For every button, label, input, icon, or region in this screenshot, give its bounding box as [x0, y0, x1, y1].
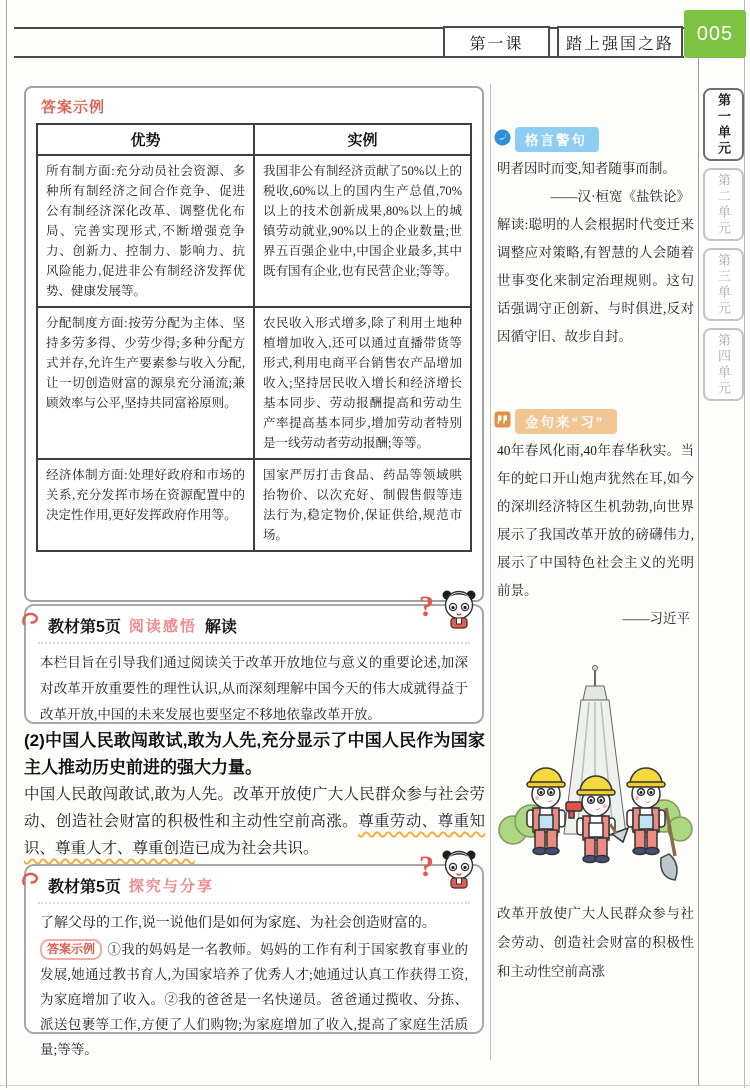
header-lesson: 第一课 [443, 26, 550, 58]
golden-quote-text: 40年春风化雨,40年春华秋实。当年的蛇口开山炮声犹然在耳,如今的深圳经济特区生机勃勃,向世界展示了我国改革开放的磅礴伟力,展示了中国特色社会主义的光明前景。 [497, 443, 694, 598]
point-2-body-end: 已成为社会共识。 [194, 840, 319, 857]
workers-illustration [496, 660, 694, 894]
maxim-interpretation: 解读:聪明的人会根据时代变迁来调整应对策略,有智慧的人会随着世事变化来制定治理规则。这句话强调守正创新、与时俱进,反对因循守旧、故步自封。 [497, 217, 694, 344]
cell-ownership-example: 我国非公有制经济贡献了50%以上的税收,60%以上的国内生产总值,70%以上的技术创新成果,80%以上的城镇劳动就业,90%以上的企业数量;世界五百强企业中,中国企业最多,其中既有国有企业,也有民营企业;等等。 [254, 155, 471, 307]
tab-unit-2: 第二单元 [703, 168, 744, 241]
page-right-edge [744, 0, 745, 1088]
reading-insight-header [38, 611, 470, 644]
column-header-example: 实例 [254, 124, 471, 155]
answer-example-box [24, 86, 484, 602]
reading-insight-tag: 阅读感悟 [128, 618, 197, 635]
cell-ownership-advantage: 所有制方面:充分动员社会资源、多种所有制经济之间合作竞争、促进公有制经济深化改革、调整优化布局、完善实现形式,不断增强竞争力、创新力、控制力、影响力、抗风险能力,促进非公有制经济发挥优势、健康发展等。 [37, 155, 254, 307]
explore-share-box [24, 850, 484, 1057]
maxim-source: ——汉·桓宽《盐铁论》 [550, 189, 690, 204]
curl-icon [20, 608, 40, 633]
interpretation-label: 解读 [204, 619, 237, 636]
explore-share-answer [38, 936, 470, 1062]
maxim-badge-icon [494, 129, 511, 151]
explore-share-header [38, 871, 470, 904]
illustration-caption: 改革开放使广大人民群众参与社会劳动、创造社会财富的积极性和主动性空前高涨 [497, 906, 694, 979]
column-header-advantage: 优势 [37, 124, 254, 155]
textbook-page-ref: 教材第5页 [48, 879, 121, 896]
point-2-body [24, 781, 485, 862]
column-divider [490, 84, 491, 1060]
table-row [37, 307, 471, 459]
tab-unit-1: 第一单元 [703, 88, 744, 161]
question-mark-decoration: ? [419, 590, 434, 623]
explore-share-prompt: 了解父母的工作,说一说他们是如何为家庭、为社会创造财富的。 [40, 914, 436, 930]
table-row [37, 459, 471, 551]
table-header-row [37, 124, 471, 155]
golden-quote-section [497, 437, 694, 633]
reading-insight-body: 本栏目旨在引导我们通过阅读关于改革开放地位与意义的重要论述,加深对改革开放重要性的理性认识,从而深刻理解中国今天的伟大成就得益于改革开放,中国的未来发展也要坚定不移地依靠改革开放。 [40, 655, 468, 722]
curl-icon [20, 868, 40, 893]
textbook-page-ref: 教材第5页 [48, 619, 121, 636]
point-2-heading: (2)中国人民敢闯敢试,敢为人先,充分显示了中国人民作为国家主人推动历史前进的强大力量。 [24, 731, 485, 777]
content-right-rule [698, 58, 699, 1085]
point-2-body-start: 中国人民敢闯敢试,敢为人先。改革开放使广大人民群众参与社会劳动、创造社会财富的积极性和主动性空前高涨。 [24, 786, 485, 830]
question-mark-decoration: ? [419, 850, 434, 883]
advantage-example-table [36, 123, 472, 552]
explore-share-tag: 探究与分享 [128, 878, 214, 895]
tab-unit-3: 第三单元 [703, 248, 744, 321]
maxim-quote: 明者因时而变,知者随事而制。 [497, 161, 676, 176]
golden-quote-source: ——习近平 [622, 611, 690, 626]
page-left-edge [6, 0, 7, 1088]
answer-example-tag: 答案示例 [40, 939, 102, 960]
cell-system-example: 国家严厉打击食品、药品等领域哄抬物价、以次充好、制假售假等违法行为,稳定物价,保证供给,规范市场。 [254, 459, 471, 551]
cell-distribution-advantage: 分配制度方面:按劳分配为主体、坚持多劳多得、少劳少得;多种分配方式并存,允许生产要素参与收入分配,让一切创造财富的源泉充分涌流;兼顾效率与公平,坚持共同富裕原则。 [37, 307, 254, 459]
point-2-highlighted-phrase: 尊重劳动、尊重知识、尊重人才、尊重创造 [24, 813, 485, 857]
cell-system-advantage: 经济体制方面:处理好政府和市场的关系,充分发挥市场在资源配置中的决定性作用,更好发挥政府作用等。 [37, 459, 254, 551]
answer-example-label: 答案示例 [41, 99, 106, 116]
page-number-badge: 005 [684, 10, 746, 58]
header-chapter-title: 踏上强国之路 [557, 26, 683, 58]
point-2-paragraph [24, 727, 485, 862]
maxim-badge-label: 格言警句 [515, 127, 599, 152]
golden-quote-badge-icon [494, 411, 511, 433]
girl-character-icon [440, 586, 478, 635]
tab-unit-4: 第四单元 [703, 328, 744, 401]
girl-character-icon [440, 846, 478, 895]
golden-quote-badge-label: 金句来“习” [515, 409, 617, 434]
golden-quote-badge [494, 409, 617, 434]
maxim-badge [494, 127, 599, 152]
maxim-section [497, 155, 694, 351]
explore-share-answer-text: ①我的妈妈是一名教师。妈妈的工作有利于国家教育事业的发展,她通过教书育人,为国家培养了优秀人才;她通过认真工作获得工资,为家庭增加了收入。②我的爸爸是一名快递员。爸爸通过揽收、分拣、派送包裹等工作,方便了人们购物;为家庭增加了收入,提高了家庭生活质量;等等。 [40, 942, 468, 1057]
reading-insight-box [24, 590, 484, 724]
page-bottom-edge [0, 1085, 750, 1086]
table-row [37, 155, 471, 307]
cell-distribution-example: 农民收入形式增多,除了利用土地种植增加收入,还可以通过直播带货等形式,利用电商平台销售农产品增加收入;坚持居民收入增长和经济增长基本同步、劳动报酬提高和劳动生产率提高基本同步,增加劳动者特别是一线劳动者劳动报酬;等等。 [254, 307, 471, 459]
